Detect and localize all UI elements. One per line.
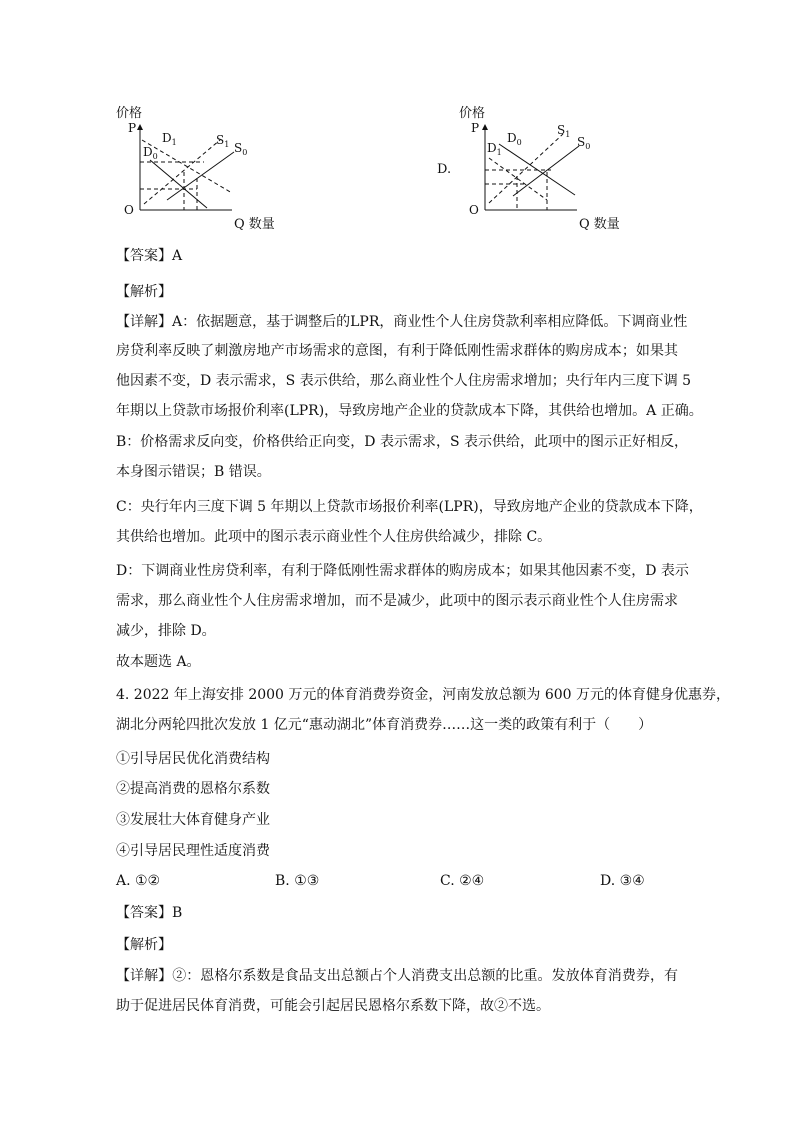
x-axis-title: Q 数量 <box>234 217 275 232</box>
q3-detail-line: 本身图示错误；B 错误。 <box>116 464 271 480</box>
q4-answer: 【答案】B <box>116 905 183 921</box>
y-axis-arrow <box>137 124 143 130</box>
q3-answer: 【答案】A <box>116 248 183 264</box>
curve-label-d0: $D_0$ <box>507 131 522 147</box>
q4-detail-line: 【详解】②：恩格尔系数是食品支出总额占个人消费支出总额的比重。发放体育消费券，有 <box>116 968 678 984</box>
demand-curve-d1 <box>489 158 547 200</box>
curve-label-d0: $D_0$ <box>143 145 158 161</box>
y-axis-arrow <box>482 124 488 130</box>
demand-curve-d1 <box>142 140 232 193</box>
x-axis-title: Q 数量 <box>579 217 620 232</box>
supply-curve-s0 <box>513 146 579 196</box>
q4-choice-b: B. ①③ <box>275 873 320 889</box>
q3-analysis-heading: 【解析】 <box>116 284 172 300</box>
q4-detail-line: 助于促进居民体育消费，可能会引起居民恩格尔系数下降，故②不选。 <box>116 998 550 1014</box>
origin-label: O <box>124 203 134 217</box>
q4-item: ③发展壮大体育健身产业 <box>116 812 270 828</box>
q3-detail-line: 需求，那么商业性个人住房需求增加，而不是减少，此项中的图示表示商业性个人住房需求 <box>116 593 678 609</box>
curve-label-s1: $S_1$ <box>557 123 571 139</box>
q4-item: ④引导居民理性适度消费 <box>116 843 270 859</box>
curve-label-s0: $S_0$ <box>577 135 591 151</box>
graph-option-c <box>112 100 292 239</box>
q4-stem-line: 4. 2022 年上海安排 2000 万元的体育消费券资金，河南发放总额为 600 万元的体育健身优惠券， <box>116 687 731 703</box>
curve-label-d1: $D_1$ <box>162 131 177 147</box>
q3-detail-line: B：价格需求反向变，价格供给正向变，D 表示需求，S 表示供给，此项中的图示正好相反， <box>116 434 689 450</box>
q3-detail-line: 他因素不变，D 表示需求，S 表示供给，那么商业性个人住房需求增加；央行年内三度下调 5 <box>116 373 692 389</box>
q4-stem-line: 湖北分两轮四批次发放 1 亿元“惠动湖北”体育消费券……这一类的政策有利于（ ） <box>116 717 653 733</box>
curve-label-d1: $D_1$ <box>487 141 502 157</box>
q4-item: ②提高消费的恩格尔系数 <box>116 781 270 797</box>
q4-choice-d: D. ③④ <box>600 873 645 889</box>
y-axis-letter: P <box>128 121 137 135</box>
q4-choice-c: C. ②④ <box>440 873 485 889</box>
q4-item: ①引导居民优化消费结构 <box>116 751 270 767</box>
curve-label-s1: $S_1$ <box>216 133 230 149</box>
y-axis-letter: P <box>471 121 480 135</box>
q3-detail-line: 减少，排除 D。 <box>116 623 216 639</box>
y-axis-title: 价格 <box>116 106 143 121</box>
demand-curve-d0 <box>150 160 207 208</box>
q3-detail-line: D：下调商业性房贷利率，有利于降低刚性需求群体的购房成本；如果其他因素不变，D 表示 <box>116 563 689 579</box>
q3-detail-line: C：央行年内三度下调 5 年期以上贷款市场报价利率(LPR)，导致房地产企业的贷款成本下降， <box>116 499 703 515</box>
q3-detail-line: 年期以上贷款市场报价利率(LPR)，导致房地产企业的贷款成本下降，其供给也增加。A 正确。 <box>116 403 703 419</box>
origin-label: O <box>469 203 479 217</box>
graph-option-d <box>455 100 635 239</box>
curve-label-s0: $S_0$ <box>234 141 248 157</box>
q3-detail-line: 【详解】A：依据题意，基于调整后的LPR，商业性个人住房贷款利率相应降低。下调商业性 <box>116 314 688 330</box>
q3-detail-line: 其供给也增加。此项中的图示表示商业性个人住房供给减少，排除 C。 <box>116 529 552 545</box>
q3-conclusion: 故本题选 A。 <box>116 654 201 670</box>
q4-analysis-heading: 【解析】 <box>116 937 172 953</box>
q3-detail-line: 房贷利率反映了刺激房地产市场需求的意图，有利于降低刚性需求群体的购房成本；如果其 <box>116 343 678 359</box>
q4-choice-a: A. ①② <box>116 873 161 889</box>
option-d-letter: D. <box>437 162 452 177</box>
supply-curve-s1 <box>144 140 220 204</box>
y-axis-title: 价格 <box>459 106 486 121</box>
